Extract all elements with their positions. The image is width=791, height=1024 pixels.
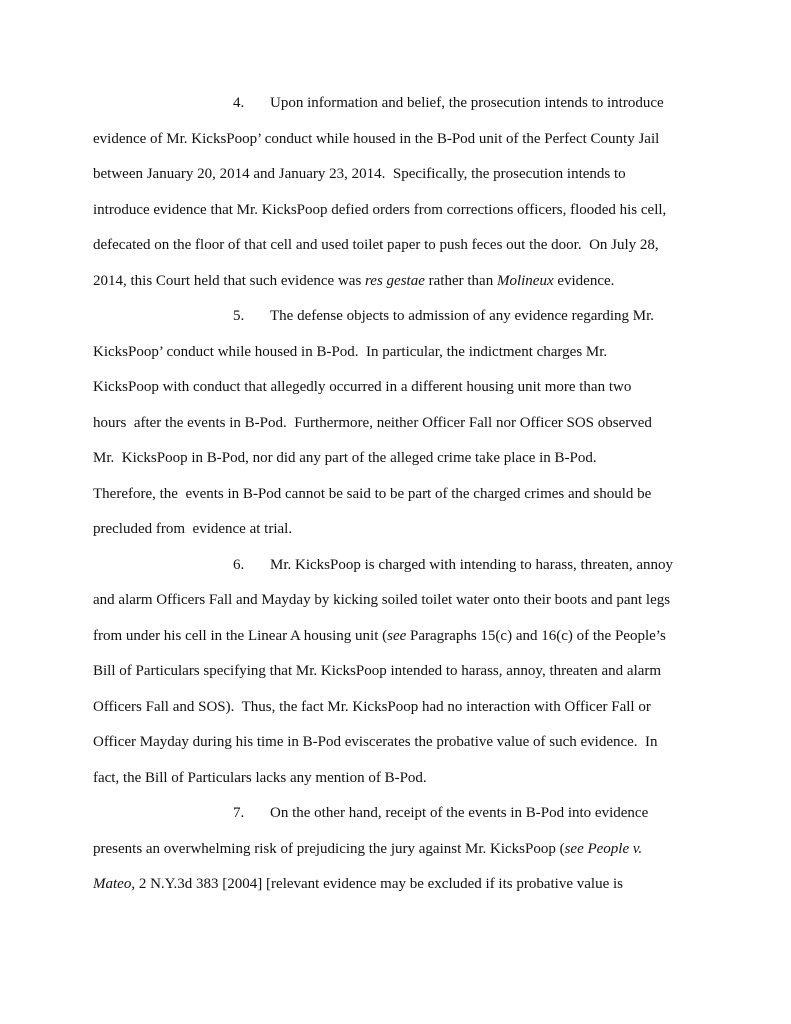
text-run: Therefore, the events in B-Pod cannot be said to be part of the charged crimes and should be [93, 485, 652, 502]
text-run: Paragraphs 15(c) and 16(c) of the People’s [406, 627, 666, 644]
paragraph-line [93, 449, 597, 467]
text-run: KicksPoop with conduct that allegedly occurred in a different housing unit more than two [93, 379, 632, 395]
paragraph-number: 7. [233, 805, 245, 821]
text-run: hours after the events in B-Pod. Furthermore, neither Officer Fall nor Officer SOS observed [93, 414, 652, 431]
paragraph-line [93, 627, 666, 645]
paragraph-line [93, 272, 614, 290]
text-run: defecated on the floor of that cell and used toilet paper to push feces out the door. On July 28, [93, 237, 659, 253]
paragraph-line [270, 556, 673, 574]
paragraph-line [270, 94, 664, 112]
italic-text: see [387, 627, 407, 644]
paragraph-line [93, 769, 427, 787]
text-run: fact, the Bill of Particulars lacks any mention of B-Pod. [93, 769, 427, 786]
text-run: Upon information and belief, the prosecution intends to introduce [270, 95, 664, 111]
paragraph-line [270, 804, 648, 822]
text-run: KicksPoop’ conduct while housed in B-Pod. In particular, the indictment charges Mr. [93, 343, 608, 360]
text-run: from under his cell in the Linear A housing unit ( [93, 627, 388, 644]
text-run: introduce evidence that Mr. KicksPoop defied orders from corrections officers, flooded his cell, [93, 201, 667, 218]
text-run: The defense objects to admission of any evidence regarding Mr. [270, 308, 655, 324]
paragraph-number: 5. [233, 308, 245, 324]
paragraph-line [93, 840, 642, 858]
text-run: presents an overwhelming risk of prejudicing the jury against Mr. KicksPoop ( [93, 840, 565, 857]
paragraph-line [93, 662, 661, 680]
paragraph-line [93, 378, 631, 396]
paragraph-line [93, 591, 670, 609]
paragraph-number: 4. [233, 95, 245, 111]
paragraph-line [93, 343, 607, 361]
italic-text: see People v. [564, 840, 643, 857]
text-run: Mr. KicksPoop in B-Pod, nor did any part of the alleged crime take place in B-Pod. [93, 450, 597, 466]
paragraph-line [93, 201, 666, 219]
text-run: evidence. [553, 272, 615, 289]
paragraph-line [93, 165, 626, 183]
text-run: precluded from evidence at trial. [93, 521, 293, 537]
italic-text: res gestae [365, 272, 425, 289]
paragraph-line [93, 698, 651, 716]
italic-text: Mateo [93, 876, 132, 892]
paragraph-line [93, 520, 292, 538]
paragraph-line [270, 307, 654, 325]
paragraph-line [93, 414, 652, 432]
text-run: and alarm Officers Fall and Mayday by kicking soiled toilet water onto their boots and pant legs [93, 592, 671, 608]
paragraph-line [93, 485, 651, 503]
text-run: , 2 N.Y.3d 383 [2004] [relevant evidence may be excluded if its probative value is [131, 876, 623, 892]
text-run: On the other hand, receipt of the events in B-Pod into evidence [270, 805, 649, 821]
paragraph-line [93, 236, 659, 254]
text-run: Bill of Particulars specifying that Mr. KicksPoop intended to harass, annoy, threaten and alarm [93, 663, 662, 679]
text-run: rather than [424, 272, 497, 289]
paragraph-line [93, 733, 658, 751]
text-run: evidence of Mr. KicksPoop’ conduct while housed in the B-Pod unit of the Perfect County Jail [93, 130, 660, 147]
text-run: Mr. KicksPoop is charged with intending to harass, threaten, annoy [270, 556, 673, 573]
paragraph-line [93, 130, 659, 148]
italic-text: Molineux [496, 272, 554, 289]
text-run: Officer Mayday during his time in B-Pod eviscerates the probative value of such evidence. In [93, 734, 658, 750]
paragraph-line [93, 875, 623, 893]
text-run: Officers Fall and SOS). Thus, the fact Mr. KicksPoop had no interaction with Officer Fall or [93, 698, 651, 715]
paragraph-number: 6. [233, 556, 245, 573]
text-run: 2014, this Court held that such evidence was [93, 272, 366, 289]
text-run: between January 20, 2014 and January 23, 2014. Specifically, the prosecution intends to [93, 166, 626, 182]
